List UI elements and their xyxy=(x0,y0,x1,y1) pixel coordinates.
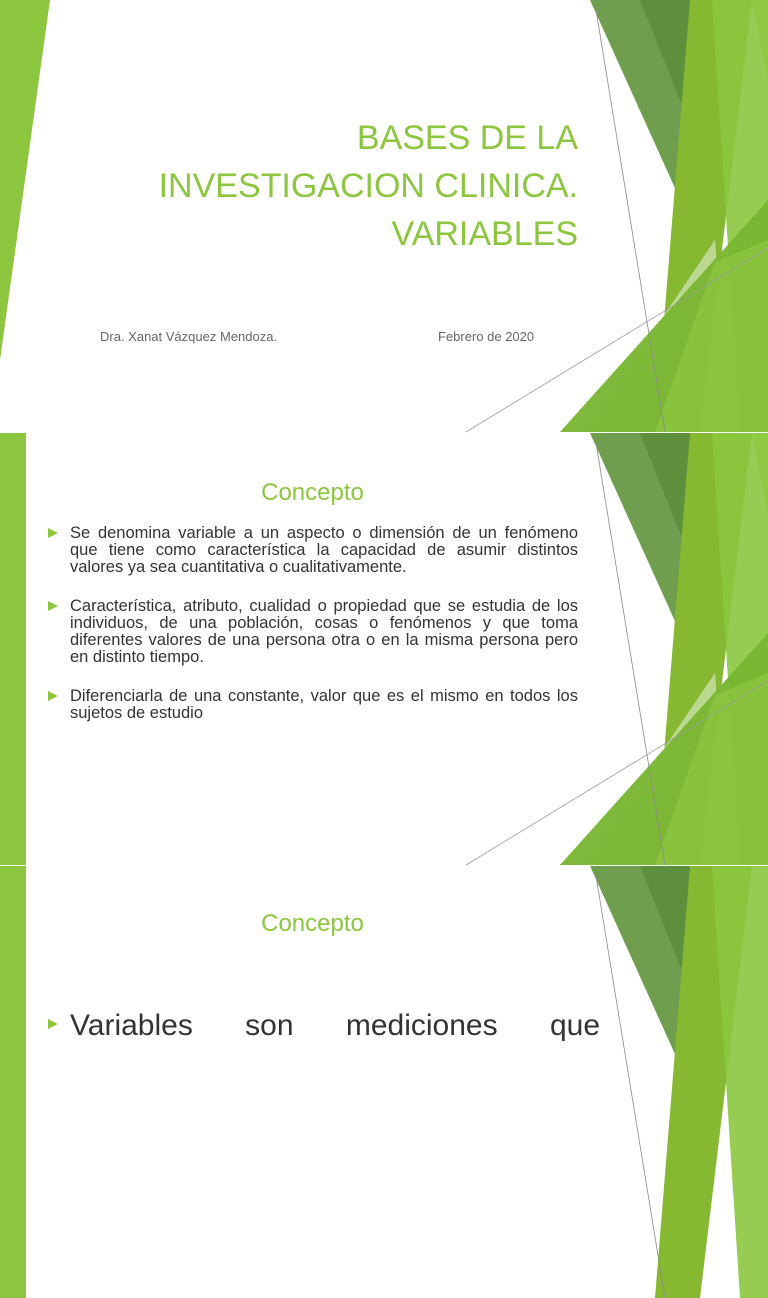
slide-title: Concepto xyxy=(261,479,364,506)
title-line: BASES DE LA xyxy=(356,119,578,157)
bullet-list xyxy=(48,525,578,744)
bullet-text: Diferenciarla de una constante, valor que es el mismo en todos los sujetos de estudio xyxy=(70,687,578,722)
triangle-bullet-icon xyxy=(48,528,58,538)
concept-slide xyxy=(0,433,768,865)
triangle-bullet-icon xyxy=(48,691,58,701)
slide-title: Concepto xyxy=(261,910,364,937)
presentation-date: Febrero de 2020 xyxy=(438,329,535,344)
slide-title xyxy=(100,114,578,258)
bullet-text: Característica, atributo, cualidad o propiedad que se estudia de los individuos, de una población, cosas o fenómenos y que toma diferentes valores de una persona otra o en la misma persona pero en distinto tiempo. xyxy=(70,597,578,666)
concept-slide-continued xyxy=(0,866,768,1042)
triangle-bullet-icon xyxy=(48,1019,58,1029)
bullet-text: Variables son mediciones que xyxy=(70,1009,600,1042)
bullet-item xyxy=(48,1009,600,1043)
bullet-text: Se denomina variable a un aspecto o dimensión de un fenómeno que tiene como característica la capacidad de asumir distintos valores ya sea cuantitativa o cualitativamente. xyxy=(70,524,578,576)
author-name: Dra. Xanat Vázquez Mendoza. xyxy=(100,329,278,344)
bullet-item xyxy=(48,688,578,722)
title-line: VARIABLES xyxy=(391,215,578,253)
triangle-bullet-icon xyxy=(48,601,58,611)
title-slide xyxy=(0,0,768,432)
bullet-item xyxy=(48,525,578,576)
title-line: INVESTIGACION CLINICA. xyxy=(158,167,578,205)
bullet-item xyxy=(48,598,578,666)
